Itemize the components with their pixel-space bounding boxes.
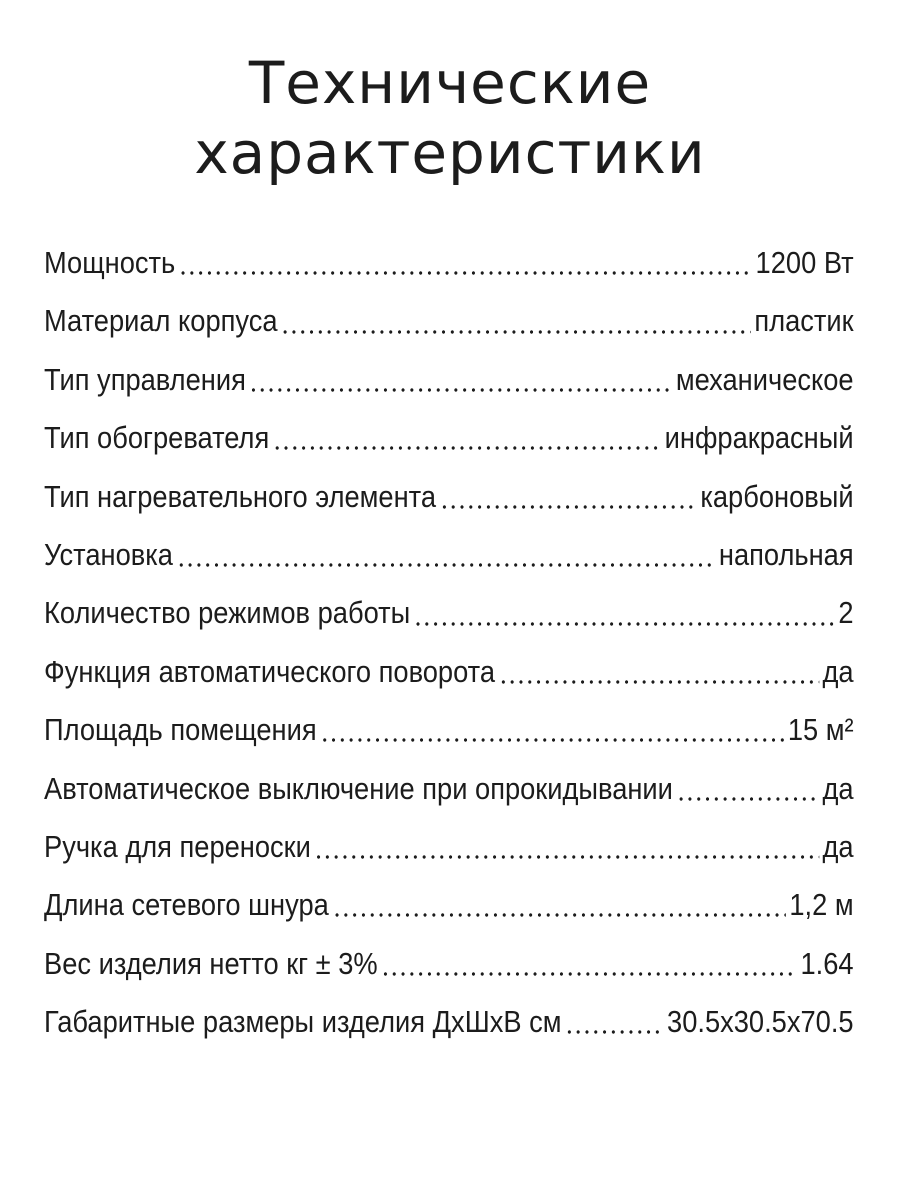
spec-value: пластик [754, 303, 854, 339]
spec-value: механическое [675, 361, 854, 397]
spec-row-dimensions [44, 993, 854, 1051]
spec-label: Ручка для переноски [44, 828, 311, 864]
dot-leader [440, 505, 697, 509]
spec-value: 30.5x30.5x70.5 [667, 1004, 854, 1040]
spec-value: 1,2 м [789, 887, 854, 923]
spec-value: 15 м² [787, 712, 854, 748]
spec-row-power [44, 234, 854, 292]
spec-row-modes-count [44, 584, 854, 642]
spec-label: Материал корпуса [44, 303, 278, 339]
spec-row-carry-handle [44, 818, 854, 876]
spec-label: Тип обогревателя [44, 420, 270, 456]
dot-leader [249, 388, 672, 392]
page-title-line-2: характеристики [194, 119, 706, 187]
page-title-line-1: Технические [248, 49, 652, 117]
spec-label: Площадь помещения [44, 712, 317, 748]
spec-label: Установка [44, 536, 173, 572]
spec-row-tip-over-shutoff [44, 760, 854, 818]
page-title [0, 48, 900, 188]
spec-row-control-type [44, 351, 854, 409]
spec-value: 1200 Вт [755, 245, 854, 280]
spec-row-room-area [44, 701, 854, 759]
spec-label: Количество режимов работы [44, 595, 411, 631]
dot-leader [565, 1030, 663, 1034]
spec-row-heating-element [44, 468, 854, 526]
dot-leader [320, 738, 784, 742]
dot-leader [676, 797, 819, 801]
dot-leader [179, 271, 752, 275]
spec-value: да [822, 653, 854, 689]
dot-leader [414, 622, 835, 626]
spec-label: Функция автоматического поворота [44, 653, 496, 689]
spec-row-body-material [44, 292, 854, 350]
spec-value: 2 [838, 595, 854, 631]
spec-label: Мощность [44, 245, 176, 280]
spec-label: Габаритные размеры изделия ДхШхВ см [44, 1004, 562, 1040]
dot-leader [381, 972, 797, 976]
spec-row-auto-rotation [44, 643, 854, 701]
spec-label: Вес изделия нетто кг ± 3% [44, 945, 378, 981]
spec-label: Длина сетевого шнура [44, 887, 329, 923]
spec-list [44, 234, 854, 1051]
spec-row-net-weight [44, 935, 854, 993]
spec-value: инфракрасный [664, 420, 854, 456]
spec-row-installation [44, 526, 854, 584]
dot-leader [273, 446, 661, 450]
spec-value: да [822, 770, 854, 806]
spec-row-cord-length [44, 876, 854, 934]
spec-value: карбоновый [700, 478, 854, 514]
dot-leader [499, 680, 819, 684]
dot-leader [281, 330, 751, 334]
dot-leader [176, 563, 715, 567]
spec-label: Тип управления [44, 361, 246, 397]
spec-label: Тип нагревательного элемента [44, 478, 437, 514]
spec-value: да [822, 828, 854, 864]
dot-leader [332, 913, 785, 917]
dot-leader [314, 855, 819, 859]
spec-value: 1.64 [800, 945, 854, 981]
spec-label: Автоматическое выключение при опрокидывании [44, 770, 673, 806]
spec-row-heater-type [44, 409, 854, 467]
spec-value: напольная [718, 536, 854, 572]
